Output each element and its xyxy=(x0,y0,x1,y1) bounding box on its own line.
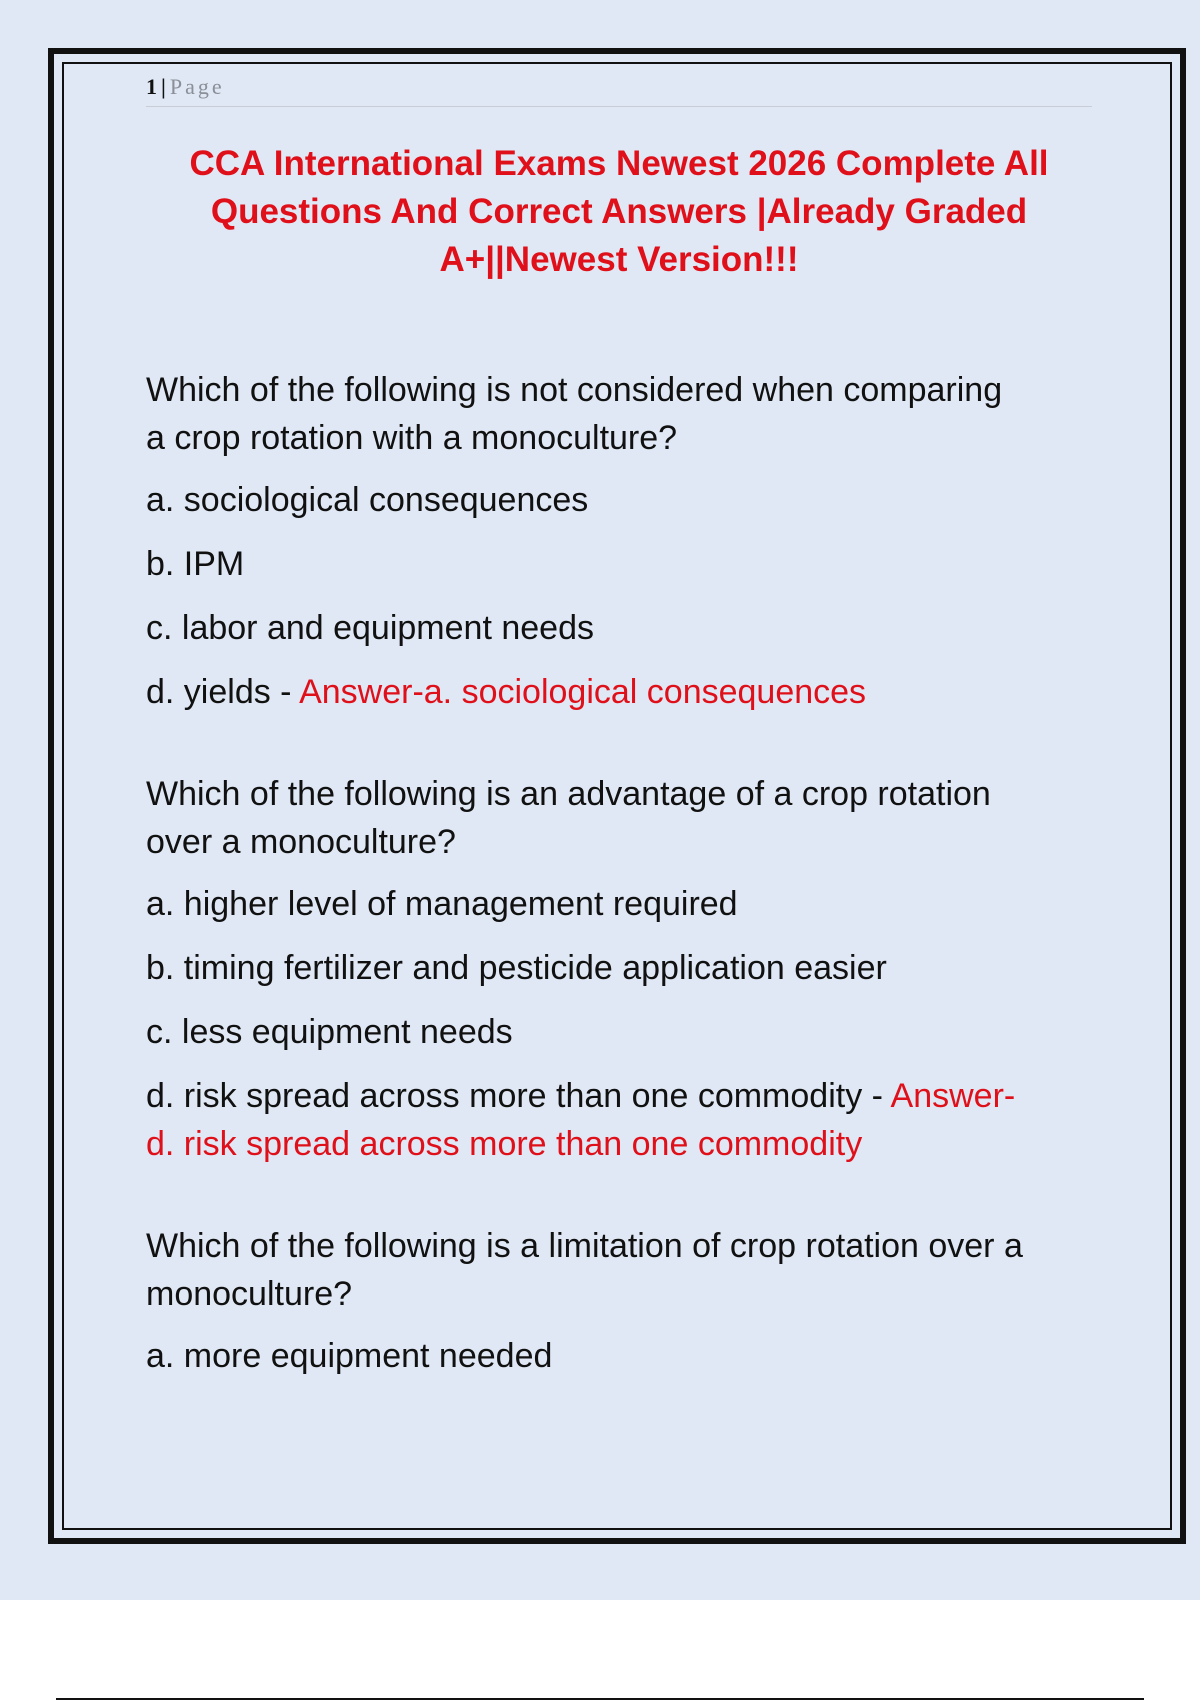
page-label: Page xyxy=(169,74,225,99)
question-line: monoculture? xyxy=(146,1275,353,1313)
answer-text: d. risk spread across more than one commodity xyxy=(146,1125,863,1163)
question-line: Which of the following is not considered when comparing xyxy=(146,371,1003,409)
option-a: a. more equipment needed xyxy=(146,1337,553,1375)
option-c: c. less equipment needs xyxy=(146,1013,513,1051)
answer-text: Answer-a. sociological consequences xyxy=(299,673,867,711)
option-a: a. higher level of management required xyxy=(146,885,738,923)
option-b: b. timing fertilizer and pesticide application easier xyxy=(146,949,887,987)
document-title xyxy=(146,140,1092,284)
option-c: c. labor and equipment needs xyxy=(146,609,594,647)
question-line: Which of the following is a limitation of crop rotation over a xyxy=(146,1227,1023,1265)
question-text xyxy=(146,770,1092,866)
option-d-text: d. yields - xyxy=(146,673,300,711)
answer-label: Answer- xyxy=(890,1077,1016,1115)
title-line: A+||Newest Version!!! xyxy=(439,240,799,279)
option-d-text: d. risk spread across more than one commodity - xyxy=(146,1077,891,1115)
option-b: b. IPM xyxy=(146,545,245,583)
title-line: Questions And Correct Answers |Already Graded xyxy=(210,192,1028,231)
question-text xyxy=(146,366,1092,462)
question-text xyxy=(146,1222,1092,1318)
question-3 xyxy=(146,1222,1092,1380)
question-1 xyxy=(146,366,1092,716)
page-number: 1 xyxy=(146,74,157,99)
option-d xyxy=(146,668,1092,716)
question-line: Which of the following is an advantage of a crop rotation xyxy=(146,775,991,813)
option-a: a. sociological consequences xyxy=(146,481,589,519)
questions-section xyxy=(146,366,1092,1434)
question-line: over a monoculture? xyxy=(146,823,456,861)
title-line: CCA International Exams Newest 2026 Complete All xyxy=(189,144,1049,183)
question-line: a crop rotation with a monoculture? xyxy=(146,419,678,457)
page-separator: | xyxy=(161,74,166,99)
option-d xyxy=(146,1072,1092,1168)
question-2 xyxy=(146,770,1092,1168)
page-header xyxy=(146,74,1092,107)
